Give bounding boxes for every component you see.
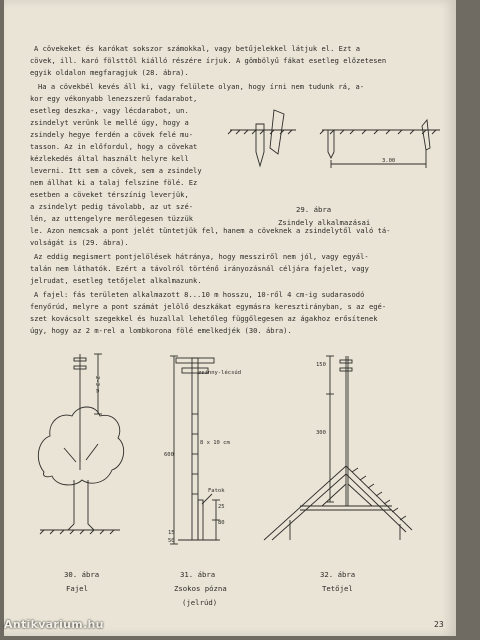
paragraph-2-line-13: le. Azon nemcsak a pont jelét tüntetjük fel, hanem a cöveknek a zsindelytől való tá- bbox=[30, 226, 391, 235]
paragraph-2-line-9: nem állhat ki a talaj felszine fölé. Ez bbox=[30, 178, 198, 187]
figure-31-dimension-a: 25 bbox=[218, 504, 225, 510]
figure-29-title: Zsindely alkalmazásai bbox=[278, 218, 371, 227]
paragraph-1-line-3: egyik oldalon megfaragjuk (28. ábra). bbox=[30, 68, 189, 77]
figure-30-title: Fajel bbox=[66, 584, 88, 593]
paragraph-2-line-4: zsindelyt verünk le mellé úgy, hogy a bbox=[30, 118, 189, 127]
paragraph-2-line-12: lén, az uttengelyre merőlegesen tüzzük bbox=[30, 214, 194, 223]
paragraph-1-line-2: cövek, ill. karó fölsttől kiálló részére írjuk. A gömbölyű fákat esetleg előzetesen bbox=[30, 56, 387, 65]
figure-31-dimension-c: 15 bbox=[168, 530, 175, 536]
figure-29-dimension: 3.00 bbox=[382, 158, 396, 164]
page-number: 23 bbox=[434, 620, 444, 629]
paragraph-2-line-6: tasson. Az in előfordul, hogy a cövekat bbox=[30, 142, 198, 151]
paragraph-2-line-10: esetben a cöveket térszínig leverjük, bbox=[30, 190, 189, 199]
figure-32-main-dimension: 300 bbox=[316, 430, 326, 436]
figure-32-drawing bbox=[260, 354, 420, 554]
paragraph-4-line-4: úgy, hogy az 2 m-rel a lombkorona fölé emelkedjék (30. ábra). bbox=[30, 326, 292, 335]
paragraph-4-line-1: A fajel: fás területen alkalmazott 8...10 m hosszu, 10-ről 4 cm-ig sudarasodó bbox=[34, 290, 365, 299]
figure-30-caption: 30. ábra bbox=[64, 570, 100, 579]
figure-32-top-dimension: 150 bbox=[316, 362, 326, 368]
paragraph-2-line-8: leverni. Itt sem a cövek, sem a zsindely bbox=[30, 166, 202, 175]
book-page bbox=[4, 0, 456, 636]
figure-29-caption: 29. ábra bbox=[296, 205, 332, 214]
paragraph-2-line-1: Ha a cövekbél kevés áll ki, vagy felülete olyan, hogy írni nem tudunk rá, a- bbox=[38, 82, 365, 91]
figure-32-title: Tetőjel bbox=[322, 584, 353, 593]
figure-31-dimension-d: 50 bbox=[168, 538, 175, 544]
paragraph-2-line-2: kor egy vékonyabb lenezszerű fadarabot, bbox=[30, 94, 198, 103]
figure-31-section-label: 8 x 10 cm bbox=[200, 440, 230, 446]
paragraph-4-line-3: szet kovácsolt szegekkel és huzallal lehetőleg függőlegesen az ágakhoz erősítenek bbox=[30, 314, 378, 323]
figure-30-drawing bbox=[34, 352, 124, 552]
paragraph-2-line-14: volságát is (29. ábra). bbox=[30, 238, 129, 247]
figure-32-caption: 32. ábra bbox=[320, 570, 356, 579]
paragraph-2-line-7: kézlekedés által használt helyre kell bbox=[30, 154, 189, 163]
figure-31-caption: 31. ábra bbox=[180, 570, 216, 579]
paragraph-4-line-2: fenyőrúd, melyre a pont számát jelölő deszkákat egymásra keresztirányban, s az egé- bbox=[30, 302, 387, 311]
paragraph-2-line-3: esetleg deszka-, vagy lécdarabot, un. bbox=[30, 106, 189, 115]
watermark: Antikvarium.hu bbox=[4, 618, 104, 631]
paragraph-1-line-1: A cövekeket és karókat sokszor számokkal, vagy betűjelekkel látjuk el. Ezt a bbox=[34, 44, 361, 53]
paragraph-3-line-3: jelrudat, esetleg tetőjelet alkalmazunk. bbox=[30, 276, 202, 285]
paragraph-2-line-11: a zsindelyt pedig távolabb, az ut szé- bbox=[30, 202, 194, 211]
paragraph-3-line-1: Az eddig megismert pontjelölések hátránya, hogy messziről nem jól, vagy egyál- bbox=[34, 252, 369, 261]
paragraph-3-line-2: talán nem láthatók. Ezért a távolról történő irányozásnál céljára fajelet, vagy bbox=[30, 264, 369, 273]
figure-30-dimension: 2-3 m bbox=[94, 376, 100, 393]
paragraph-2-line-5: zsindely hegye ferdén a cövek felé mu- bbox=[30, 130, 194, 139]
figure-31-subtitle: (jelrúd) bbox=[182, 598, 218, 607]
figure-31-foot-label: Fatok bbox=[208, 488, 225, 494]
figure-31-bracket-label: zsinny-lécsúd bbox=[198, 370, 242, 376]
figure-31-dimension-b: 80 bbox=[218, 520, 225, 526]
figure-31-title: Zsokos póznа bbox=[174, 584, 227, 593]
figure-29-drawing bbox=[226, 108, 442, 190]
figure-31-total-dimension: 600 bbox=[164, 452, 174, 458]
